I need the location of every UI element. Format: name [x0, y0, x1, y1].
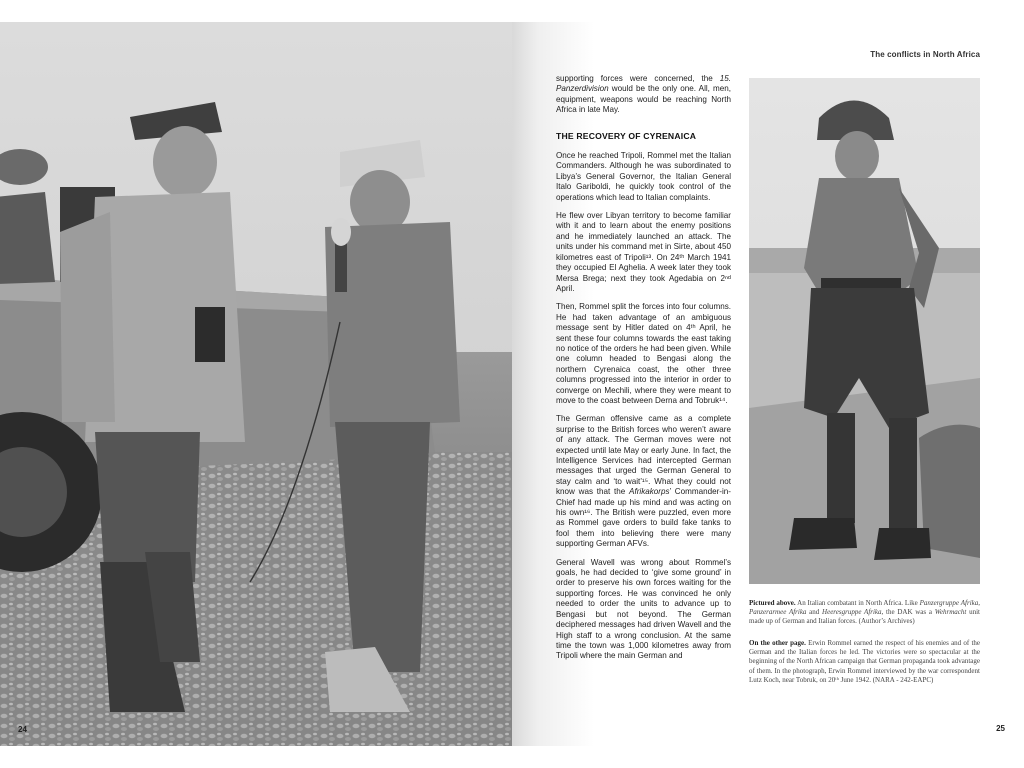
running-head: The conflicts in North Africa: [870, 50, 980, 59]
body-text-column: [556, 74, 731, 670]
caption-other-page: On the other page. Erwin Rommel earned the respect of his enemies and of the German and the Italian forces he led. The victories were so spectacular at the beginning of the North African campaign that German propaganda took advantage of them. In the photograph, Erwin Rommel interviewed by the war correspondent Lutz Koch, near Tobruk, on 20ᵗʰ June 1942. (NARA - 242-EAPC): [749, 639, 981, 684]
left-page: [0, 22, 512, 746]
paragraph: supporting forces were concerned, the 15. Panzerdivision would be the only one. All, men, equipment, weapons would be reaching North Africa in late May.: [556, 74, 731, 115]
caption-pictured-above: Pictured above. An Italian combatant in North Africa. Like Panzergruppe Afrika, Panzerarmee Afrika and Heeresgruppe Afrika, the DAK was a Wehrmacht unit made up of German and Italian forces. (Author’s Archives): [749, 599, 980, 626]
rommel-interview-photo: [0, 22, 512, 746]
book-spread: [0, 22, 1024, 746]
paragraph: Once he reached Tripoli, Rommel met the Italian Commanders. Although he was subordinated to Libya’s General Governor, the Italian General Italo Gariboldi, he quickly took control of the operations which lead to Italian complaints.: [556, 151, 731, 202]
page-number-right: 25: [996, 724, 1005, 733]
paragraph: General Wavell was wrong about Rommel’s goals, he had decided to ‘give some ground’ in order to preserve his own forces waiting for the supporting forces. He was convinced he only needed to order the units to advance up to Bengasi but not beyond. The German deciphered messages had driven Wavell and the High staff to a wrong conclusion. At the same time the town was 1,000 kilometres away from Tripoli where the main German and: [556, 557, 731, 661]
paragraph: Then, Rommel split the forces into four columns. He had taken advantage of an ambiguous message sent by Hitler dated on 4ᵗʰ April, he sent these four columns towards the east taking no notice of the orders he had been given. While one column headed to Bengasi along the northern Cyrenaica coast, the other three columns progressed into the interior in order to converge on Mechili, where they were meant to move to the coast between Derna and Tobruk¹⁴.: [556, 302, 731, 405]
photo-captions: [749, 599, 980, 698]
paragraph: The German offensive came as a complete surprise to the British forces who weren’t aware of any attack. The German moves were not expected until late May or early June. In fact, the Intelligence Services had intercepted German messages that urged the German General to stay calm and ‘to wait’¹⁵. What they could not know was that the Afrikakorps’ Commander-in-Chief had made up his mind and was acting on his own¹⁶. The British were puzzled, even more as Rommel gave orders to build fake tanks to fool them into believing there were many supporting German AFVs.: [556, 414, 731, 549]
page-number-left: 24: [18, 725, 27, 734]
right-page: [512, 22, 1024, 746]
paragraph: He flew over Libyan territory to become familiar with it and to learn about the enemy positions and he immediately launched an attack. The units under his command met in Sirte, about 450 kilometres east of Tripoli¹³. On 24ᵗʰ March 1941 they occupied El Aghelia. A week later they took Mersa Brega; next they took Agedabia on 2ⁿᵈ April.: [556, 211, 731, 293]
section-heading: THE RECOVERY OF CYRENAICA: [556, 130, 697, 141]
italian-combatant-photo: [749, 78, 980, 584]
